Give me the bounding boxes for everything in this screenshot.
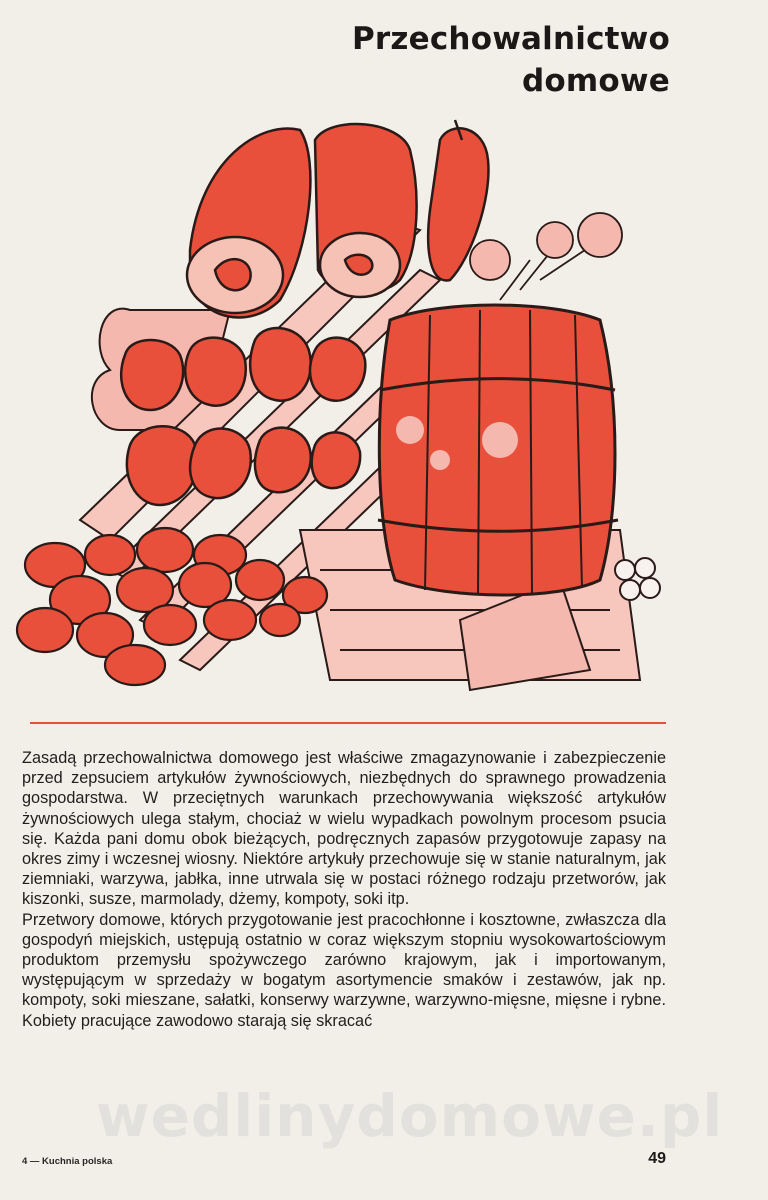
title-line-1: Przechowalnictwo [351,21,670,57]
footer-signature: 4 — Kuchnia polska [22,1156,113,1167]
hams [187,120,488,317]
watermark: wedlinydomowe.pl [96,1082,724,1150]
herbs [470,213,622,300]
title-line-2: domowe [522,63,670,99]
page-number: 49 [648,1150,666,1167]
article-body [22,748,666,1031]
potatoes [17,528,327,685]
page-title [352,18,670,102]
barrel [378,305,618,595]
paragraph-2: Przetwory domowe, których przygotowanie jest pracochłonne i kosztowne, zwłaszcza dla gospodyń miejskich, ustępują ostatnio w coraz większym stopniu wysokowartościowym produktom przemysłu spożywczego zarówno krajowym, jak i importowanym, występującym w sprzedaży w bogatym asortymencie smaków i zestawów, jak np. kompoty, soki mieszane, sałatki, konserwy warzywne, warzywno-mięsne, mięsne i rybne. Kobiety pracujące zawodowo starają się skracać [22,910,666,1030]
paragraph-1: Zasadą przechowalnictwa domowego jest właściwe zmagazynowanie i zabezpieczenie przed zepsuciem artykułów żywnościowych, niezbędnych do sprawnego prowadzenia gospodarstwa. W przeciętnych warunkach przechowywania większość artykułów żywnościowych ulega stałym, chociaż w wielu wypadkach powolnym procesom psucia się. Każda pani domu obok bieżących, podręcznych zapasów przygotowuje zapasy na okres zimy i wczesnej wiosny. Niektóre artykuły przechowuje się w stanie naturalnym, jak ziemniaki, warzywa, jabłka, inne utrwala się w postaci różnego rodzaju przetworów, jak kiszonki, susze, marmolady, dżemy, kompoty, soki itp. [22,749,666,909]
section-divider [30,722,666,724]
flower [615,558,660,600]
pantry-illustration-icon [0,100,768,700]
